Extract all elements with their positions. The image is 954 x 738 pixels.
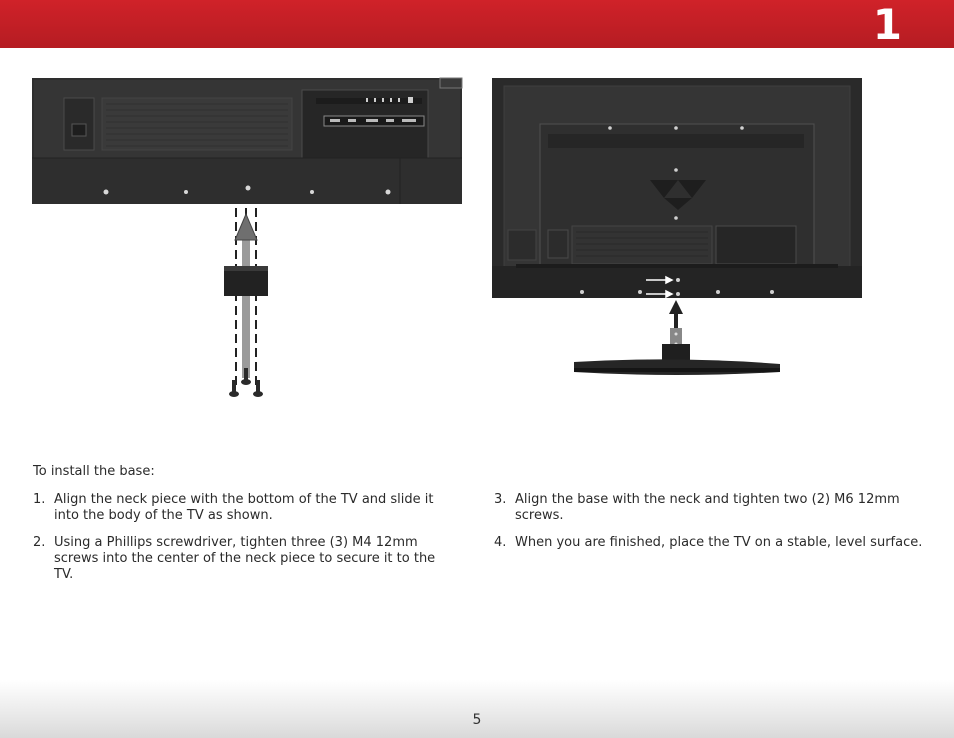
- footer-bar: [0, 680, 954, 738]
- step-item: [494, 492, 924, 524]
- page-number: 5: [472, 712, 482, 728]
- step-item: [33, 535, 453, 583]
- chapter-number: 1: [872, 0, 902, 49]
- step-number: 4.: [494, 535, 507, 550]
- step-text: Align the base with the neck and tighten two (2) M6 12mm screws.: [515, 492, 900, 523]
- steps-right: [494, 492, 924, 562]
- step-text: When you are finished, place the TV on a stable, level surface.: [515, 535, 923, 550]
- step-number: 1.: [33, 492, 46, 507]
- steps-left: [33, 492, 453, 594]
- base-install-illustration: [490, 76, 866, 382]
- step-text: Using a Phillips screwdriver, tighten three (3) M4 12mm screws into the center of the neck piece to secure it to the TV.: [54, 535, 436, 582]
- header-bar: [0, 0, 954, 48]
- neck-install-illustration: [30, 76, 464, 406]
- step-number: 3.: [494, 492, 507, 507]
- intro-text: To install the base:: [33, 464, 155, 479]
- step-item: [494, 535, 924, 551]
- step-text: Align the neck piece with the bottom of the TV and slide it into the body of the TV as shown.: [54, 492, 434, 523]
- step-item: [33, 492, 453, 524]
- step-number: 2.: [33, 535, 46, 550]
